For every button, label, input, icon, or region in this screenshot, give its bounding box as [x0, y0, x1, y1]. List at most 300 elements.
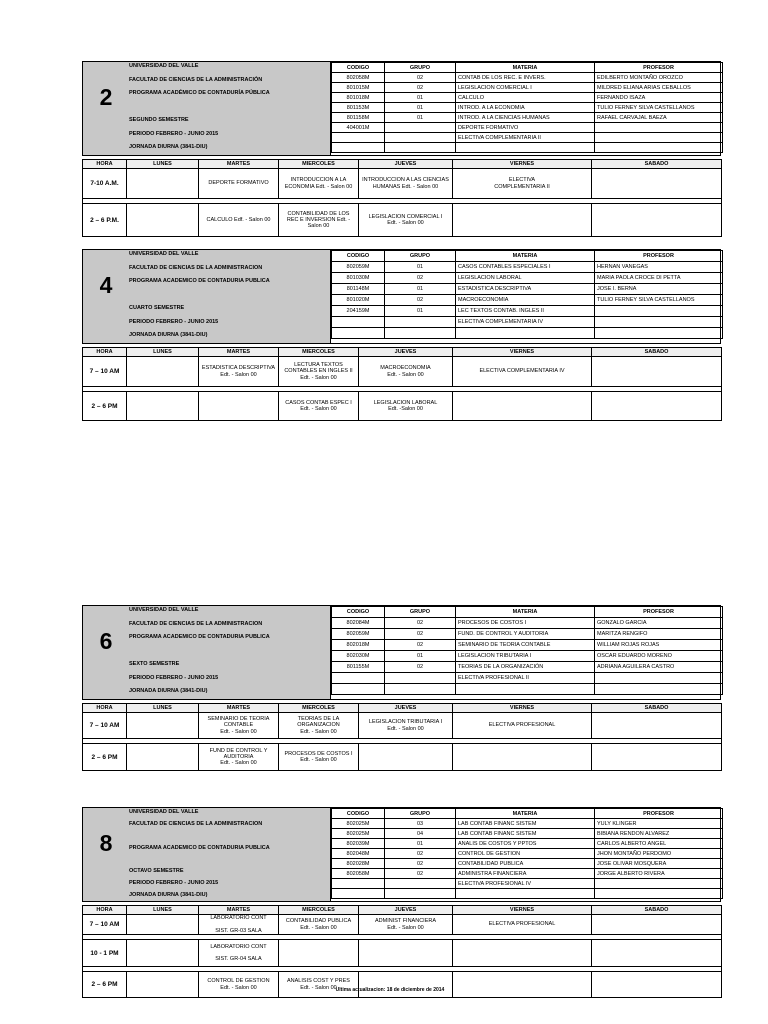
header-line: UNIVERSIDAD DEL VALLE	[129, 809, 199, 815]
semester-header-panel	[83, 606, 331, 699]
schedule-row	[83, 972, 722, 998]
course-cell: 02	[385, 662, 456, 673]
course-cell: ANALIS DE COSTOS Y PPTOS	[456, 839, 595, 849]
weekly-schedule	[82, 703, 722, 771]
class-cell	[592, 940, 722, 967]
course-row	[332, 93, 723, 103]
course-table	[331, 808, 723, 899]
course-row	[332, 123, 723, 133]
class-cell: LABORATORIO CONT SIST. GR-03 SALA	[199, 915, 279, 935]
course-cell	[332, 673, 385, 684]
course-row	[332, 889, 723, 899]
course-cell: 01	[385, 103, 456, 113]
course-cell: LEGISLACION COMERCIAL I	[456, 83, 595, 93]
course-cell: 01	[385, 839, 456, 849]
semester-number: 8	[99, 830, 113, 856]
class-cell: ESTADISTICA DESCRIPTIVA Edt. - Salon 00	[199, 357, 279, 387]
class-cell	[127, 915, 199, 935]
day-header: MARTES	[199, 160, 279, 169]
day-header: MIERCOLES	[279, 160, 359, 169]
course-cell	[595, 684, 723, 695]
schedule-row	[83, 744, 722, 771]
schedule-row	[83, 204, 722, 237]
class-cell	[127, 972, 199, 998]
course-cell: ELECTIVA PROFESIONAL II	[456, 673, 595, 684]
header-line: PERIODO FEBRERO - JUNIO 2015	[129, 130, 219, 137]
course-cell: ELECTIVA COMPLEMENTARIA IV	[456, 317, 595, 328]
course-column-header: PROFESOR	[595, 607, 723, 618]
course-cell	[385, 143, 456, 153]
header-line: FACULTAD DE CIENCIAS DE LA ADMINISTRACION	[129, 820, 263, 827]
day-header: MARTES	[199, 906, 279, 915]
course-cell: 802058M	[332, 73, 385, 83]
header-line: PROGRAMA ACADEMICO DE CONTADURIA PUBLICA	[129, 844, 270, 851]
header-line: UNIVERSIDAD DEL VALLE	[129, 607, 199, 613]
class-cell: CONTABILIDAD DE LOS REC E INVERSION Edt. - Salon 00	[279, 204, 359, 237]
course-row	[332, 859, 723, 869]
header-line: CUARTO SEMESTRE	[129, 305, 185, 312]
semester-header-panel	[83, 250, 331, 343]
class-cell: SEMINARIO DE TEORIA CONTABLE Edt. - Salon 00	[199, 713, 279, 739]
course-cell	[595, 673, 723, 684]
class-cell: INTRODUCCION A LAS CIENCIAS HUMANAS Edt. - Salon 00	[359, 169, 453, 199]
course-table	[331, 250, 723, 339]
course-cell: 802058M	[332, 869, 385, 879]
course-cell: JORGE ALBERTO RIVERA	[595, 869, 723, 879]
course-cell	[332, 879, 385, 889]
class-cell	[359, 744, 453, 771]
course-row	[332, 618, 723, 629]
semester-info	[82, 807, 721, 902]
course-row	[332, 829, 723, 839]
course-cell: FUND. DE CONTROL Y AUDITORIA	[456, 629, 595, 640]
course-cell: TULIO FERNEY SILVA CASTELLANOS	[595, 295, 723, 306]
course-cell: 802048M	[332, 849, 385, 859]
course-cell: LAB CONTAB FINANC SISTEM	[456, 819, 595, 829]
course-cell	[595, 889, 723, 899]
schedule-header-row	[83, 704, 722, 713]
course-cell: ELECTIVA COMPLEMENTARIA II	[456, 133, 595, 143]
course-cell: 802018M	[332, 640, 385, 651]
course-cell: BIBIANA RENDON ALVAREZ	[595, 829, 723, 839]
course-cell: LEGISLACION TRIBUTARIA I	[456, 651, 595, 662]
class-cell: LABORATORIO CONT SIST. GR-04 SALA	[199, 940, 279, 967]
day-header: VIERNES	[453, 906, 592, 915]
weekly-schedule	[82, 347, 722, 421]
course-cell: 802059M	[332, 629, 385, 640]
course-cell: CONTROL DE GESTION	[456, 849, 595, 859]
class-cell	[279, 940, 359, 967]
course-cell	[332, 143, 385, 153]
course-row	[332, 262, 723, 273]
course-cell: PROCESOS DE COSTOS I	[456, 618, 595, 629]
course-cell: ADRIANA AGUILERA CASTRO	[595, 662, 723, 673]
course-row	[332, 839, 723, 849]
class-cell: INTRODUCCION A LA ECONOMIA Edt. - Salon 00	[279, 169, 359, 199]
day-header: LUNES	[127, 704, 199, 713]
course-cell	[595, 328, 723, 339]
course-column-header: PROFESOR	[595, 63, 723, 73]
course-cell: RAFAEL CARVAJAL BAEZA	[595, 113, 723, 123]
class-cell	[127, 204, 199, 237]
course-row	[332, 849, 723, 859]
day-header: SABADO	[592, 348, 722, 357]
course-cell: OSCAR EDUARDO MORENO	[595, 651, 723, 662]
course-cell: 802025M	[332, 819, 385, 829]
course-cell: 01	[385, 113, 456, 123]
course-table	[331, 62, 723, 153]
course-row	[332, 317, 723, 328]
weekly-schedule	[82, 159, 722, 237]
class-cell	[127, 713, 199, 739]
header-line: PERIODO FEBRERO - JUNIO 2015	[129, 674, 219, 681]
course-column-header: GRUPO	[385, 251, 456, 262]
schedule-row	[83, 357, 722, 387]
class-cell: ELECTIVA PROFESIONAL	[453, 713, 592, 739]
class-cell	[199, 392, 279, 421]
course-cell: 02	[385, 273, 456, 284]
class-cell: LECTURA TEXTOS CONTABLES EN INGLES II Edt. - Salon 00	[279, 357, 359, 387]
day-header: MIERCOLES	[279, 704, 359, 713]
header-line: JORNADA DIURNA (3841-DIU)	[129, 332, 208, 339]
course-row	[332, 273, 723, 284]
course-cell: LAB CONTAB FINANC SISTEM	[456, 829, 595, 839]
course-cell: 02	[385, 629, 456, 640]
time-slot: 2 – 6 PM	[83, 744, 127, 771]
course-row	[332, 295, 723, 306]
course-column-header: CODIGO	[332, 251, 385, 262]
course-cell: YULY KLINGER	[595, 819, 723, 829]
course-column-header: MATERIA	[456, 809, 595, 819]
course-cell: JHON MONTAÑO PERDOMO	[595, 849, 723, 859]
header-line: PROGRAMA ACADÉMICO DE CONTADURÍA PÚBLICA	[129, 90, 270, 97]
semester-info	[82, 61, 721, 156]
header-line: PROGRAMA ACADEMICO DE CONTADURIA PUBLICA	[129, 634, 270, 641]
header-line: SEGUNDO SEMESTRE	[129, 117, 189, 124]
class-cell: ELECTIVA PROFESIONAL	[453, 915, 592, 935]
class-cell	[592, 392, 722, 421]
course-row	[332, 819, 723, 829]
course-cell: 03	[385, 819, 456, 829]
course-cell: SEMINARIO DE TEORIA CONTABLE	[456, 640, 595, 651]
header-line: PROGRAMA ACADEMICO DE CONTADURIA PUBLICA	[129, 278, 270, 285]
course-column-header: CODIGO	[332, 607, 385, 618]
class-cell	[127, 744, 199, 771]
class-cell: LEGISLACION LABORAL Edt. -Salon 00	[359, 392, 453, 421]
course-cell: LEGISLACION LABORAL	[456, 273, 595, 284]
course-cell	[595, 317, 723, 328]
course-cell	[385, 123, 456, 133]
course-cell: FERNANDO ISAZA	[595, 93, 723, 103]
course-cell: LEC TEXTOS CONTAB. INGLES II	[456, 306, 595, 317]
class-cell: CASOS CONTAB ESPEC I Edt. - Salon 00	[279, 392, 359, 421]
course-cell	[456, 684, 595, 695]
course-row	[332, 83, 723, 93]
schedule-row	[83, 915, 722, 935]
course-cell: 801015M	[332, 83, 385, 93]
course-row	[332, 629, 723, 640]
day-header: VIERNES	[453, 348, 592, 357]
day-header: SABADO	[592, 906, 722, 915]
day-header: LUNES	[127, 906, 199, 915]
class-cell	[359, 940, 453, 967]
course-row	[332, 869, 723, 879]
course-cell: MACROECONOMIA	[456, 295, 595, 306]
class-cell	[453, 744, 592, 771]
day-header: VIERNES	[453, 704, 592, 713]
course-cell	[385, 317, 456, 328]
course-cell: CONTAB DE LOS REC. E INVERS.	[456, 73, 595, 83]
class-cell: ANALISIS COST Y PRES Edt. - Salon 00	[279, 972, 359, 998]
course-row	[332, 133, 723, 143]
semester-header-panel	[83, 808, 331, 901]
course-column-header: PROFESOR	[595, 251, 723, 262]
course-cell: 01	[385, 262, 456, 273]
course-row	[332, 651, 723, 662]
course-row	[332, 662, 723, 673]
course-cell	[595, 133, 723, 143]
class-cell	[453, 392, 592, 421]
course-cell: 02	[385, 73, 456, 83]
course-row	[332, 306, 723, 317]
course-cell: 802059M	[332, 262, 385, 273]
semester-header-panel	[83, 62, 331, 155]
header-line: FACULTAD DE CIENCIAS DE LA ADMINISTRACIÓN	[129, 76, 263, 83]
course-column-header: PROFESOR	[595, 809, 723, 819]
course-cell: 801148M	[332, 284, 385, 295]
course-cell: 02	[385, 295, 456, 306]
day-header: LUNES	[127, 348, 199, 357]
time-slot: 7 – 10 AM	[83, 357, 127, 387]
class-cell: CONTABILIDAD PUBLICA Edt. - Salon 00	[279, 915, 359, 935]
semester-block	[82, 249, 721, 421]
day-header: JUEVES	[359, 348, 453, 357]
course-row	[332, 113, 723, 123]
class-cell: MACROECONOMIA Edt. - Salon 00	[359, 357, 453, 387]
course-cell: EDILBERTO MONTAÑO OROZCO	[595, 73, 723, 83]
header-line: OCTAVO SEMESTRE	[129, 868, 184, 875]
course-cell: 801020M	[332, 295, 385, 306]
course-row	[332, 143, 723, 153]
course-cell: MARITZA RENGIFO	[595, 629, 723, 640]
course-cell: 404001M	[332, 123, 385, 133]
schedule-header-row	[83, 906, 722, 915]
course-cell: DEPORTE FORMATIVO	[456, 123, 595, 133]
day-header: JUEVES	[359, 160, 453, 169]
course-cell: JOSE OLIVAR MOSQUERA	[595, 859, 723, 869]
time-slot: 2 – 6 PM	[83, 972, 127, 998]
class-cell: LEGISLACION COMERCIAL I Edt. - Salon 00	[359, 204, 453, 237]
semester-block	[82, 61, 721, 237]
course-cell: HERNAN VANEGAS	[595, 262, 723, 273]
course-table	[331, 606, 723, 695]
class-cell: ADMINIST FINANCIERA Edt. - Salon 00	[359, 915, 453, 935]
course-cell: 204159M	[332, 306, 385, 317]
time-slot: 2 – 6 PM	[83, 392, 127, 421]
header-line: PERIODO FEBRERO - JUNIO 2015	[129, 318, 219, 325]
course-cell	[385, 889, 456, 899]
class-cell: CALCULO Edf. - Salon 00	[199, 204, 279, 237]
course-column-header: GRUPO	[385, 809, 456, 819]
class-cell	[453, 940, 592, 967]
class-cell	[453, 972, 592, 998]
header-line: PERIODO FEBRERO - JUNIO 2015	[129, 880, 219, 887]
day-header: JUEVES	[359, 906, 453, 915]
course-cell: CONTABILIDAD PUBLICA	[456, 859, 595, 869]
header-line: JORNADA DIURNA (3841-DIU)	[129, 144, 208, 151]
course-cell: GONZALO GARCIA	[595, 618, 723, 629]
day-header: LUNES	[127, 160, 199, 169]
course-cell	[385, 328, 456, 339]
class-cell	[592, 204, 722, 237]
course-column-header: GRUPO	[385, 607, 456, 618]
semester-number: 2	[99, 84, 113, 110]
course-cell: WILLIAM ROJAS ROJAS	[595, 640, 723, 651]
course-cell: MILDRED ELIANA ARIAS CEBALLOS	[595, 83, 723, 93]
course-column-header: CODIGO	[332, 63, 385, 73]
class-cell: TEORIAS DE LA ORGANIZACION Edt. - Salon 00	[279, 713, 359, 739]
course-cell: 01	[385, 93, 456, 103]
class-cell: ELECTIVA COMPLEMENTARIA II	[453, 169, 592, 199]
course-column-header: MATERIA	[456, 63, 595, 73]
course-cell	[332, 889, 385, 899]
day-header: HORA	[83, 704, 127, 713]
time-slot: 7 – 10 AM	[83, 713, 127, 739]
course-column-header: MATERIA	[456, 251, 595, 262]
day-header: JUEVES	[359, 704, 453, 713]
course-cell: 02	[385, 618, 456, 629]
day-header: MIERCOLES	[279, 906, 359, 915]
course-cell	[595, 123, 723, 133]
class-cell	[592, 169, 722, 199]
time-slot: 7 – 10 AM	[83, 915, 127, 935]
class-cell: ELECTIVA COMPLEMENTARIA IV	[453, 357, 592, 387]
semester-block	[82, 605, 721, 771]
course-cell: MARIA PAOLA CROCE DI PETTA	[595, 273, 723, 284]
course-cell: 01	[385, 651, 456, 662]
header-line: FACULTAD DE CIENCIAS DE LA ADMINISTRACION	[129, 264, 263, 271]
time-slot: 7-10 A.M.	[83, 169, 127, 199]
schedule-header-row	[83, 348, 722, 357]
course-cell	[385, 684, 456, 695]
course-cell	[456, 889, 595, 899]
course-cell	[332, 684, 385, 695]
day-header: HORA	[83, 906, 127, 915]
course-row	[332, 73, 723, 83]
course-cell: JOSE I. BERNA	[595, 284, 723, 295]
course-cell: 02	[385, 849, 456, 859]
schedule-row	[83, 940, 722, 967]
course-row	[332, 879, 723, 889]
header-line: JORNADA DIURNA (3841-DIU)	[129, 892, 208, 899]
course-cell: 801153M	[332, 103, 385, 113]
class-cell: FUND DE CONTROL Y AUDITORIA Edt. - Salon 00	[199, 744, 279, 771]
class-cell	[127, 169, 199, 199]
schedule-row	[83, 392, 722, 421]
course-cell: 801030M	[332, 273, 385, 284]
course-cell: ADMINISTRA FINANCIERA	[456, 869, 595, 879]
class-cell	[592, 744, 722, 771]
course-column-header: MATERIA	[456, 607, 595, 618]
course-cell	[385, 673, 456, 684]
course-cell: 801158M	[332, 113, 385, 123]
course-cell: CASOS CONTABLES ESPECIALES I	[456, 262, 595, 273]
header-line: SEXTO SEMESTRE	[129, 661, 180, 668]
header-line: UNIVERSIDAD DEL VALLE	[129, 63, 199, 69]
schedule-header-row	[83, 160, 722, 169]
class-cell	[453, 204, 592, 237]
course-cell: 801018M	[332, 93, 385, 103]
class-cell: DEPORTE FORMATIVO	[199, 169, 279, 199]
course-cell: 801155M	[332, 662, 385, 673]
course-cell	[332, 317, 385, 328]
course-cell: TULIO FERNEY SILVA CASTELLANOS	[595, 103, 723, 113]
day-header: SABADO	[592, 160, 722, 169]
course-column-header: CODIGO	[332, 809, 385, 819]
course-cell: CARLOS ALBERTO ANGEL	[595, 839, 723, 849]
course-cell: INTROD. A LA ECONOMIA	[456, 103, 595, 113]
course-cell: 802025M	[332, 829, 385, 839]
class-cell	[127, 940, 199, 967]
class-cell	[127, 392, 199, 421]
day-header: MIERCOLES	[279, 348, 359, 357]
header-line: UNIVERSIDAD DEL VALLE	[129, 251, 199, 257]
class-cell: PROCESOS DE COSTOS I Edt. - Salon 00	[279, 744, 359, 771]
course-cell	[385, 133, 456, 143]
class-cell: CONTROL DE GESTION Edt. - Salon 00	[199, 972, 279, 998]
course-header-row	[332, 63, 723, 73]
semester-info	[82, 605, 721, 700]
course-cell: INTROD. A LA CIENCIAS HUMANAS	[456, 113, 595, 123]
course-row	[332, 640, 723, 651]
day-header: HORA	[83, 160, 127, 169]
time-slot: 10 - 1 PM	[83, 940, 127, 967]
course-row	[332, 673, 723, 684]
course-cell: 04	[385, 829, 456, 839]
class-cell	[359, 972, 453, 998]
semester-number: 6	[99, 628, 113, 654]
semester-number: 4	[99, 272, 113, 298]
course-cell	[332, 133, 385, 143]
course-cell	[385, 879, 456, 889]
course-cell: 02	[385, 83, 456, 93]
course-cell: 02	[385, 869, 456, 879]
course-header-row	[332, 251, 723, 262]
last-update-note: Ultima actualizacion: 18 de diciembre de 2014	[335, 987, 445, 993]
course-cell	[456, 328, 595, 339]
course-cell: 802039M	[332, 839, 385, 849]
day-header: MARTES	[199, 704, 279, 713]
course-row	[332, 684, 723, 695]
course-cell: 02	[385, 640, 456, 651]
course-header-row	[332, 607, 723, 618]
class-cell: LEGISLACION TRIBUTARIA I Edt. - Salon 00	[359, 713, 453, 739]
course-cell: TEORIAS DE LA ORGANIZACIÓN	[456, 662, 595, 673]
course-cell	[456, 143, 595, 153]
course-cell: 01	[385, 284, 456, 295]
class-cell	[592, 915, 722, 935]
class-cell	[592, 972, 722, 998]
day-header: VIERNES	[453, 160, 592, 169]
schedule-row	[83, 713, 722, 739]
course-row	[332, 284, 723, 295]
course-cell: ELECTIVA PROFESIONAL IV	[456, 879, 595, 889]
course-cell: 802084M	[332, 618, 385, 629]
day-header: MARTES	[199, 348, 279, 357]
course-cell: 02	[385, 859, 456, 869]
course-cell: CALCULO	[456, 93, 595, 103]
day-header: SABADO	[592, 704, 722, 713]
